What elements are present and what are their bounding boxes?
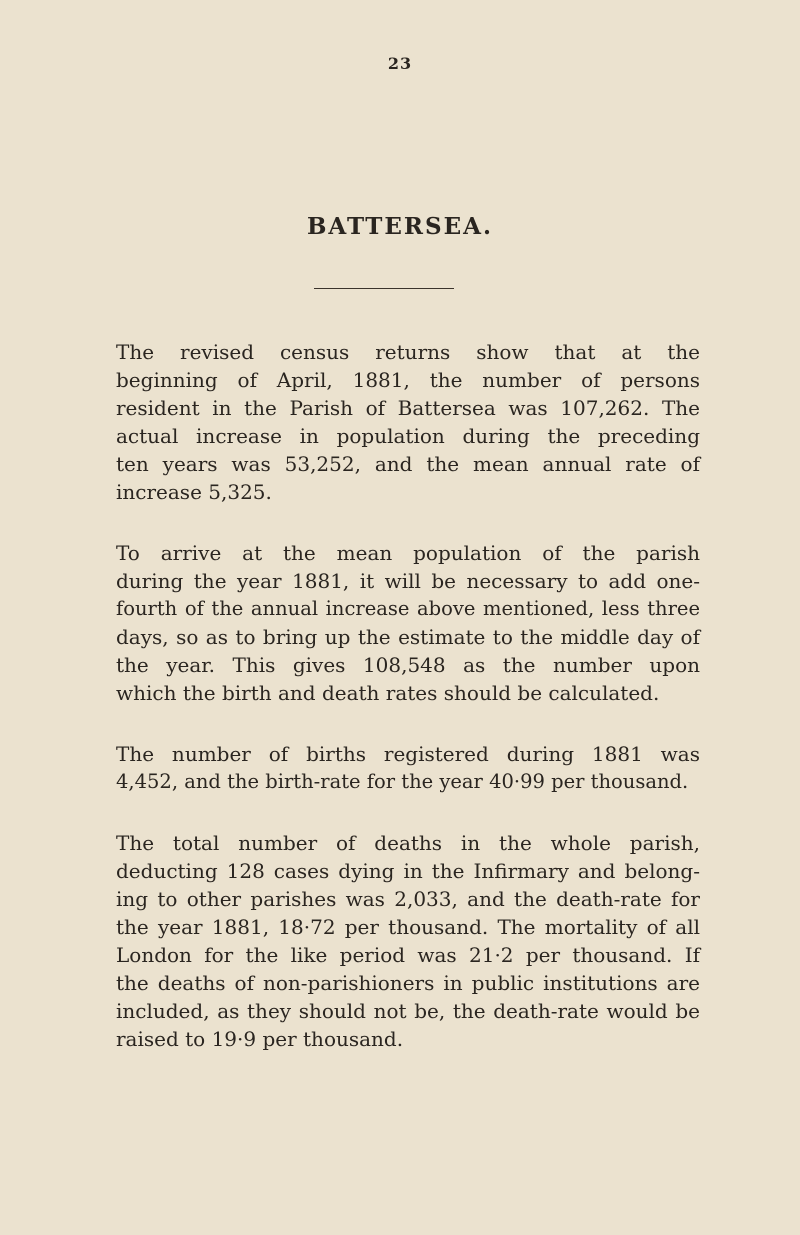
paragraph-mean-population	[116, 539, 700, 707]
text-line: London for the like period was 21·2 per thousand. If	[116, 943, 700, 967]
text-line: The total number of deaths in the whole parish,	[116, 831, 700, 855]
page-number: 23	[387, 54, 413, 73]
text-line: the year 1881, 18·72 per thousand. The mortality of all	[116, 915, 700, 939]
text-line: resident in the Parish of Battersea was 107,262. The	[116, 396, 700, 420]
text-line: increase 5,325.	[116, 480, 272, 504]
paragraph-census	[116, 338, 700, 506]
text-line: ten years was 53,252, and the mean annual rate of	[116, 452, 700, 476]
title-divider	[314, 288, 454, 289]
text-line: To arrive at the mean population of the parish	[116, 541, 700, 565]
text-line: The revised census returns show that at the	[116, 340, 700, 364]
body-text	[116, 338, 700, 1086]
text-line: actual increase in population during the preceding	[116, 424, 700, 448]
text-line: The number of births registered during 1881 was	[116, 742, 700, 766]
text-line: included, as they should not be, the death-rate would be	[116, 999, 700, 1023]
text-line: beginning of April, 1881, the number of persons	[116, 368, 700, 392]
text-line: during the year 1881, it will be necessary to add one-	[116, 569, 700, 593]
text-line: the year. This gives 108,548 as the number upon	[116, 653, 700, 677]
text-line: the deaths of non-parishioners in public institutions are	[116, 971, 700, 995]
text-line: 4,452, and the birth-rate for the year 40·99 per thousand.	[116, 770, 689, 793]
text-line: fourth of the annual increase above mentioned, less three	[116, 597, 700, 620]
paragraph-deaths	[116, 829, 700, 1053]
text-line: raised to 19·9 per thousand.	[116, 1027, 404, 1051]
text-line: deducting 128 cases dying in the Infirmary and belong-	[116, 859, 700, 883]
text-line: days, so as to bring up the estimate to the middle day of	[116, 625, 700, 649]
paragraph-births	[116, 740, 700, 796]
text-line: which the birth and death rates should be calculated.	[116, 681, 660, 705]
page-title: BATTERSEA.	[306, 213, 494, 240]
text-line: ing to other parishes was 2,033, and the death-rate for	[116, 887, 700, 911]
